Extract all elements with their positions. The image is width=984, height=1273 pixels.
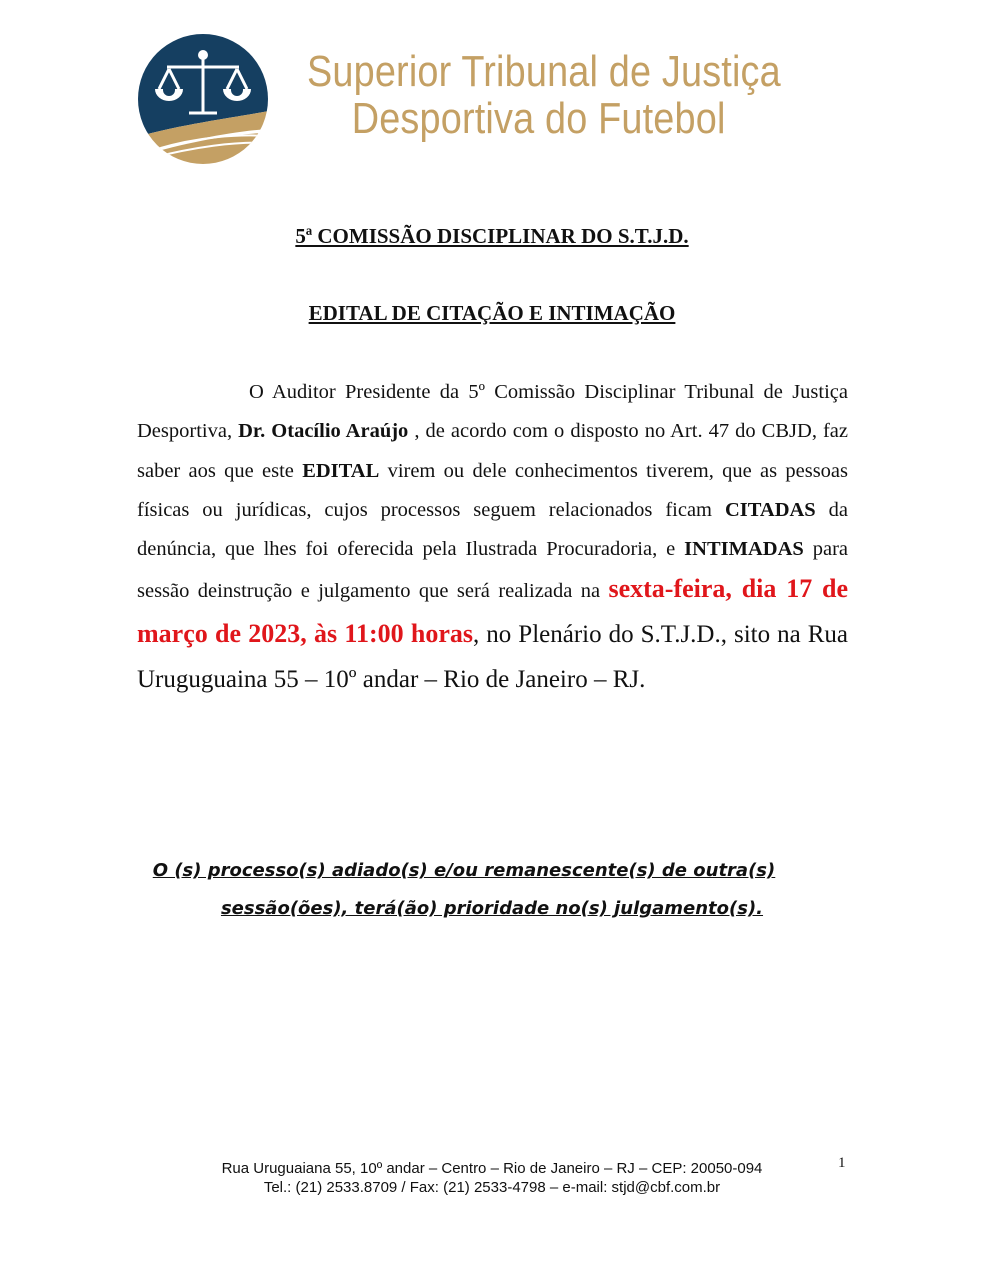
edital-keyword: EDITAL [302,459,380,482]
document-subtitle: EDITAL DE CITAÇÃO E INTIMAÇÃO [308,301,676,325]
edital-body [137,373,848,702]
paragraph-text-6: , [473,620,480,648]
paragraph-text-1: O Auditor Presidente da 5º Comissão Disciplinar Tribunal de Justiça Desportiva, [137,381,848,443]
paragraph-text-3: virem ou dele conhecimentos tiverem, que as pessoas físicas ou jurídicas, cujos processos seguem relacionados ficam [137,459,848,521]
brand-line-1: Superior Tribunal de Justiça [307,47,781,96]
page-number: 1 [838,1155,846,1171]
paragraph-text-4: da denúncia, que lhes foi oferecida pela Ilustrada Procuradoria, e [137,498,848,561]
footer-contact: Tel.: (21) 2533.8709 / Fax: (21) 2533-4798 – e-mail: stjd@cbf.com.br [263,1179,721,1196]
priority-note-line-2: sessão(ões), terá(ão) prioridade no(s) julgamento(s). [220,898,764,919]
auditor-name: Dr. Otacílio Araújo [238,420,409,443]
priority-note [0,852,984,928]
citadas-keyword: CITADAS [724,498,816,521]
brand-name [307,48,781,142]
stjd-logo [137,33,269,165]
paragraph-text-5: para sessão deinstrução e julgamento que será realizada na [137,538,848,603]
session-date: sexta-feira, dia 17 de março de 2023, às 11:00 horas [137,574,848,648]
paragraph-text-2: , de acordo com o disposto no Art. 47 do CBJD, faz saber aos que este [137,420,849,482]
intimadas-keyword: INTIMADAS [684,538,804,561]
document-title: 5ª COMISSÃO DISCIPLINAR DO S.T.J.D. [295,224,689,248]
priority-note-line-1: O (s) processo(s) adiado(s) e/ou remanescente(s) de outra(s) [152,860,776,881]
edital-paragraph [137,373,848,702]
footer-address: Rua Uruguaiana 55, 10º andar – Centro – Rio de Janeiro – RJ – CEP: 20050-094 [221,1160,763,1177]
session-location: no Plenário do S.T.J.D., sito na Rua Uruguguaina 55 – 10º andar – Rio de Janeiro – RJ. [137,620,849,693]
brand-line-2: Desportiva do Futebol [351,94,726,143]
footer [0,1159,984,1197]
